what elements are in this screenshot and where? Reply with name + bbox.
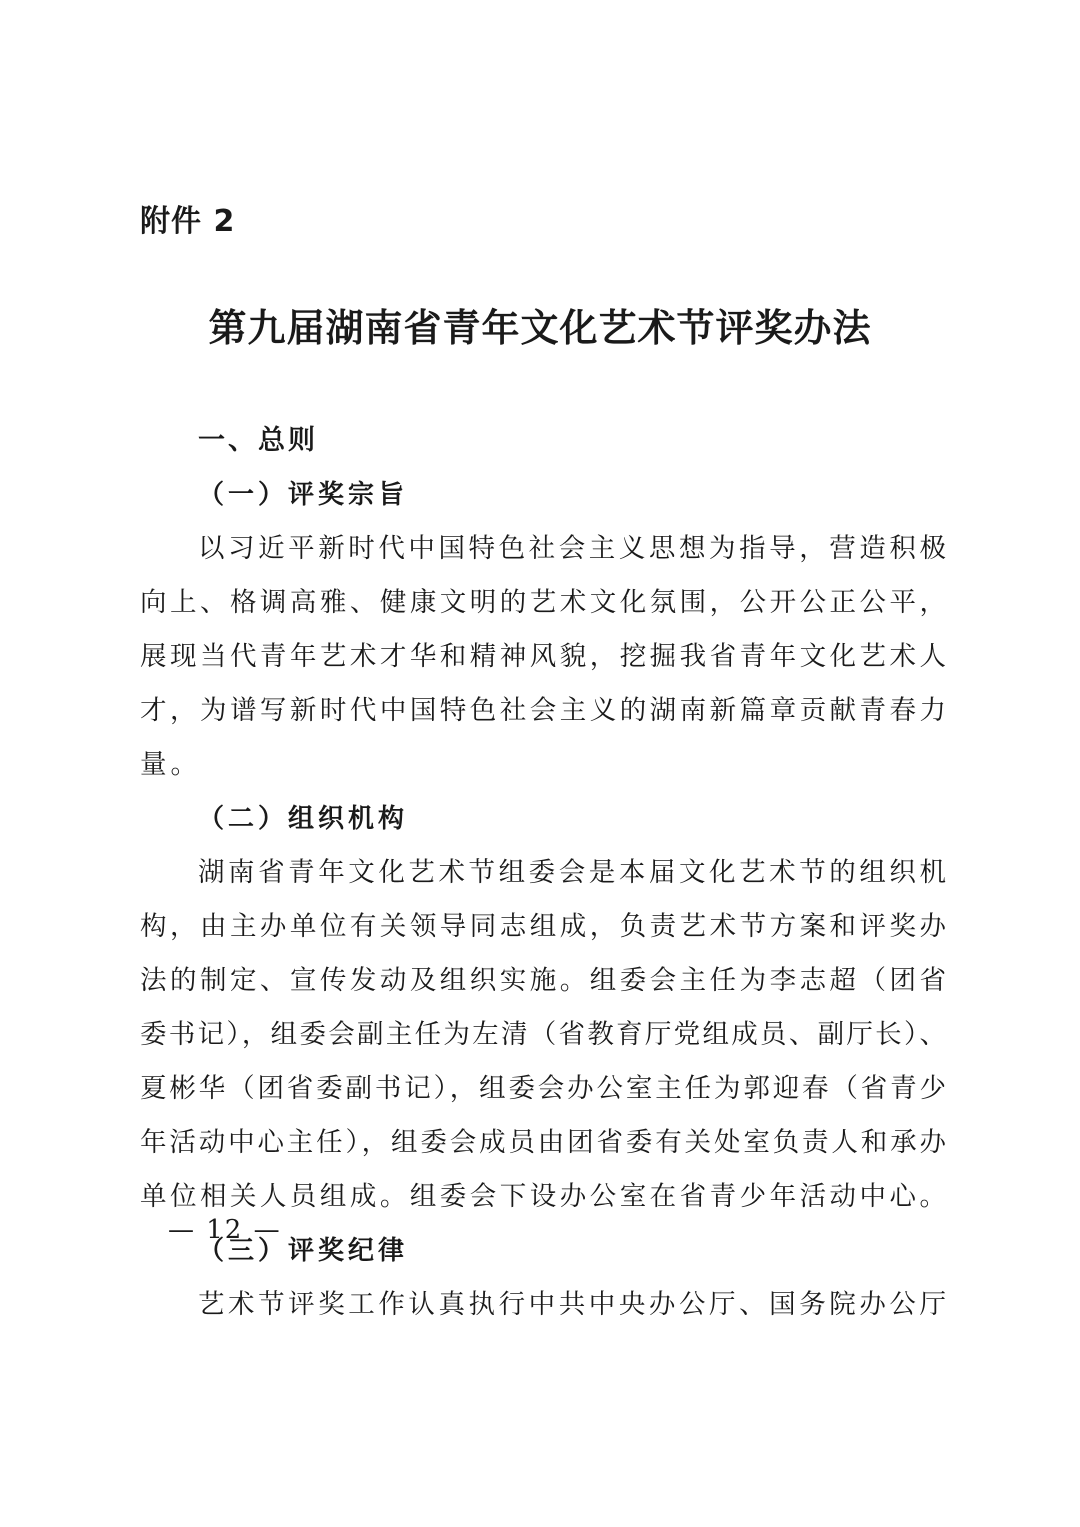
- paragraph-line: 年活动中心主任），组委会成员由团省委有关处室负责人和承办: [140, 1127, 946, 1158]
- paragraph-line: 单位相关人员组成。组委会下设办公室在省青少年活动中心。: [140, 1181, 946, 1212]
- paragraph-line: 向上、格调高雅、健康文明的艺术文化氛围，公开公正公平，: [140, 587, 946, 618]
- paragraph-line: 量。: [140, 749, 201, 780]
- paragraph-discipline: [140, 1278, 946, 1332]
- paragraph-line: 法的制定、宣传发动及组织实施。组委会主任为李志超（团省: [140, 965, 946, 996]
- paragraph-line: 以习近平新时代中国特色社会主义思想为指导，营造积极: [198, 533, 946, 564]
- subheading-organization: （二）组织机构: [198, 804, 409, 834]
- document-title: 第九届湖南省青年文化艺术节评奖办法: [208, 305, 872, 350]
- paragraph-line: 委书记），组委会副主任为左清（省教育厅党组成员、副厅长）、: [140, 1019, 946, 1050]
- subheading-purpose: （一）评奖宗旨: [198, 480, 409, 510]
- paragraph-line: 夏彬华（团省委副书记），组委会办公室主任为郭迎春（省青少: [140, 1073, 946, 1104]
- document-body: [140, 414, 946, 1332]
- attachment-label: 附件 2: [140, 204, 236, 239]
- paragraph-organization: [140, 846, 946, 1224]
- page-number: — 12 —: [168, 1215, 282, 1245]
- paragraph-line: 展现当代青年艺术才华和精神风貌，挖掘我省青年文化艺术人: [140, 641, 946, 672]
- paragraph-line: 艺术节评奖工作认真执行中共中央办公厅、国务院办公厅: [198, 1289, 946, 1320]
- paragraph-line: 构，由主办单位有关领导同志组成，负责艺术节方案和评奖办: [140, 911, 946, 942]
- paragraph-purpose: [140, 522, 946, 792]
- paragraph-line: 湖南省青年文化艺术节组委会是本届文化艺术节的组织机: [198, 857, 946, 888]
- paragraph-line: 才，为谱写新时代中国特色社会主义的湖南新篇章贡献青春力: [140, 695, 946, 726]
- subheading-discipline: （三）评奖纪律: [198, 1236, 409, 1266]
- section-heading-general: 一、总则: [198, 425, 318, 456]
